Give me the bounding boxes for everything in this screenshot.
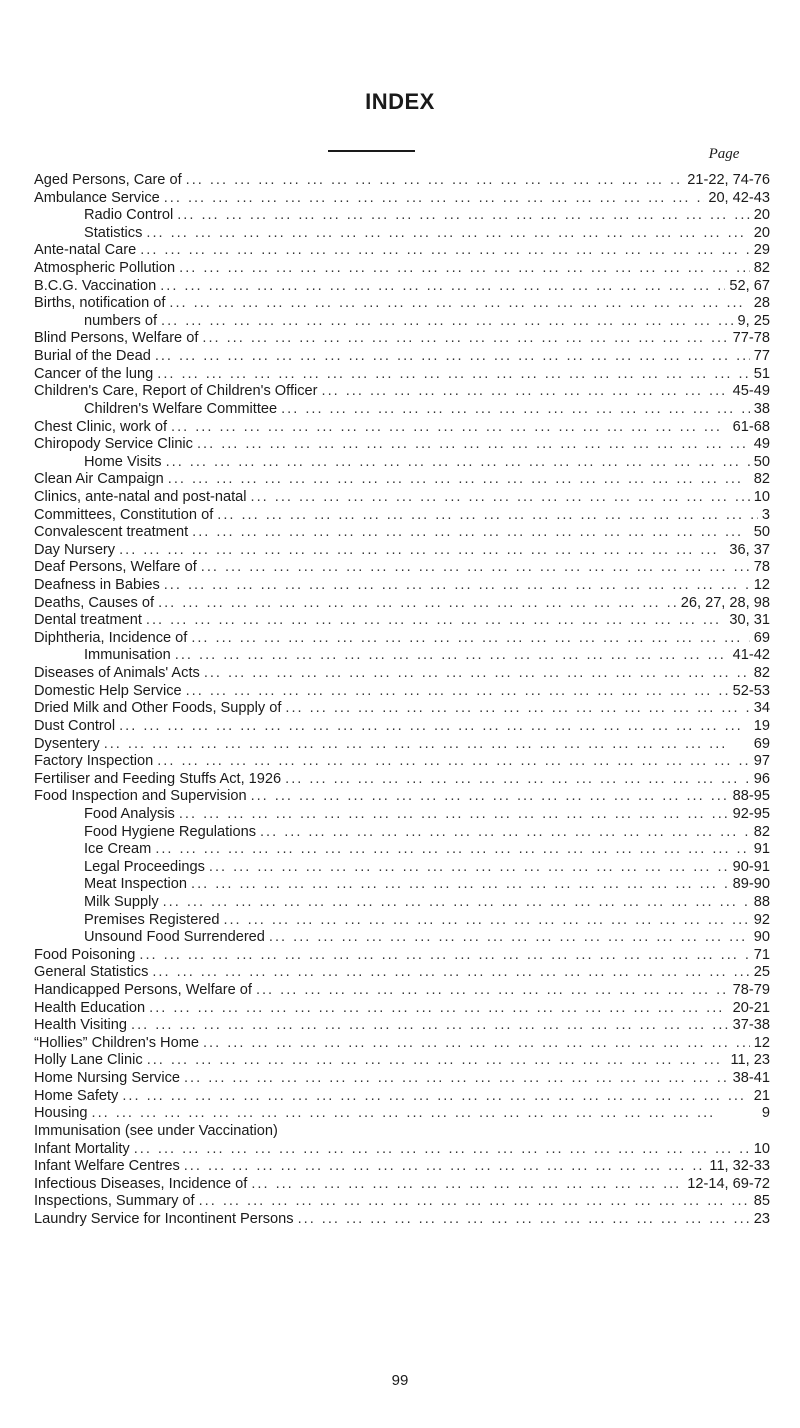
index-pages <box>278 1123 282 1141</box>
index-term: Food Analysis <box>84 805 175 822</box>
index-pages: 29 <box>753 242 770 259</box>
dot-leader <box>151 348 750 366</box>
index-pages: 10 <box>753 488 770 505</box>
index-term: Committees, Constitution of <box>34 506 214 523</box>
dot-leader <box>100 736 750 754</box>
index-term: Laundry Service for Incontinent Persons <box>34 1210 294 1227</box>
index-pages: 85 <box>753 1193 770 1210</box>
index-pages: 9 <box>761 1105 770 1122</box>
index-pages: 82 <box>753 471 770 488</box>
dot-leader <box>164 471 750 489</box>
index-entry <box>34 454 770 472</box>
index-entry <box>34 718 770 736</box>
index-pages: 51 <box>753 365 770 382</box>
dot-leader <box>171 647 729 665</box>
index-entry <box>34 841 770 859</box>
index-pages: 20 <box>753 207 770 224</box>
index-entry <box>34 1193 770 1211</box>
index-entry <box>34 524 770 542</box>
index-pages: 88-95 <box>732 788 770 805</box>
index-list <box>34 172 770 1229</box>
index-pages: 88 <box>753 893 770 910</box>
dot-leader <box>160 577 750 595</box>
index-entry <box>34 172 770 190</box>
dot-leader <box>162 454 750 472</box>
dot-leader <box>188 524 750 542</box>
index-term: Housing <box>34 1105 88 1122</box>
dot-leader <box>182 683 729 701</box>
index-entry <box>34 1123 770 1141</box>
index-pages: 96 <box>753 770 770 787</box>
index-pages: 49 <box>753 436 770 453</box>
index-entry <box>34 295 770 313</box>
index-term: Food Hygiene Regulations <box>84 823 256 840</box>
index-pages: 71 <box>753 946 770 963</box>
index-pages: 11, 23 <box>730 1052 770 1069</box>
dot-leader <box>136 242 750 260</box>
index-term: Deaf Persons, Welfare of <box>34 559 197 576</box>
index-term: Health Education <box>34 999 146 1016</box>
dot-leader <box>281 700 749 718</box>
index-term: Dysentery <box>34 735 100 752</box>
index-entry <box>34 947 770 965</box>
index-entry <box>34 225 770 243</box>
dot-leader <box>193 436 750 454</box>
index-entry <box>34 612 770 630</box>
index-entry <box>34 1070 770 1088</box>
index-term: Statistics <box>84 224 143 241</box>
index-term: Food Poisoning <box>34 946 136 963</box>
index-term: Diphtheria, Incidence of <box>34 629 188 646</box>
index-term: Ice Cream <box>84 841 152 858</box>
dot-leader <box>151 841 749 859</box>
index-term: Chest Clinic, work of <box>34 418 168 435</box>
dot-leader <box>135 947 749 965</box>
index-term: Children's Welfare Committee <box>84 400 278 417</box>
index-entry <box>34 383 770 401</box>
dot-leader <box>265 929 750 947</box>
index-entry <box>34 595 770 613</box>
index-term: Convalescent treatment <box>34 524 189 541</box>
dot-leader <box>115 718 750 736</box>
index-entry <box>34 1088 770 1106</box>
index-term: Clinics, ante-natal and post-natal <box>34 488 247 505</box>
index-entry <box>34 559 770 577</box>
index-term: Burial of the Dead <box>34 348 151 365</box>
index-term: Dried Milk and Other Foods, Supply of <box>34 700 282 717</box>
index-pages: 78-79 <box>732 982 770 999</box>
dot-leader <box>182 172 684 190</box>
index-entry <box>34 507 770 525</box>
index-term: Immunisation (see under Vaccination) <box>34 1122 278 1139</box>
index-entry <box>34 753 770 771</box>
dot-leader <box>167 419 729 437</box>
dot-leader <box>130 1141 750 1159</box>
dot-leader <box>247 1176 683 1194</box>
index-pages: 50 <box>753 524 770 541</box>
index-term: Food Inspection and Supervision <box>34 788 247 805</box>
dot-leader <box>213 507 758 525</box>
index-entry <box>34 683 770 701</box>
dot-leader <box>187 876 729 894</box>
index-pages: 11, 32-33 <box>709 1158 770 1175</box>
index-term: Dust Control <box>34 717 116 734</box>
index-entry <box>34 894 770 912</box>
dot-leader <box>127 1017 729 1035</box>
dot-leader <box>157 313 734 331</box>
index-pages: 50 <box>753 453 770 470</box>
page-number: 99 <box>391 1372 409 1389</box>
index-pages: 3 <box>761 506 770 523</box>
index-term: Home Visits <box>84 453 162 470</box>
dot-leader <box>198 330 728 348</box>
dot-leader <box>156 278 725 296</box>
index-pages: 89-90 <box>732 876 770 893</box>
index-entry <box>34 1141 770 1159</box>
index-term: Day Nursery <box>34 541 116 558</box>
index-pages: 69 <box>753 629 770 646</box>
index-entry <box>34 401 770 419</box>
index-term: Milk Supply <box>84 893 159 910</box>
index-pages: 61-68 <box>732 418 770 435</box>
index-entry <box>34 912 770 930</box>
index-pages: 38 <box>753 400 770 417</box>
index-term: Aged Persons, Care of <box>34 172 182 188</box>
index-term: Meat Inspection <box>84 876 188 893</box>
index-pages: 97 <box>753 753 770 770</box>
index-pages: 30, 31 <box>729 612 770 629</box>
index-term: Factory Inspection <box>34 753 154 770</box>
page-column-header: Page <box>708 146 740 162</box>
index-pages: 20 <box>753 224 770 241</box>
dot-leader <box>219 912 749 930</box>
index-entry <box>34 1176 770 1194</box>
index-entry <box>34 1017 770 1035</box>
index-term: Blind Persons, Welfare of <box>34 330 199 347</box>
index-entry <box>34 876 770 894</box>
index-term: Ambulance Service <box>34 189 160 206</box>
index-entry <box>34 859 770 877</box>
index-pages: 78 <box>753 559 770 576</box>
index-pages: 34 <box>753 700 770 717</box>
dot-leader <box>145 1000 729 1018</box>
dot-leader <box>175 806 729 824</box>
dot-leader <box>187 630 749 648</box>
index-pages: 82 <box>753 665 770 682</box>
dot-leader <box>165 295 749 313</box>
index-entry <box>34 1052 770 1070</box>
index-pages: 82 <box>753 823 770 840</box>
index-entry <box>34 824 770 842</box>
dot-leader <box>294 1211 750 1229</box>
index-pages: 23 <box>753 1210 770 1227</box>
index-pages: 52-53 <box>732 682 770 699</box>
dot-leader <box>200 665 750 683</box>
index-pages: 10 <box>753 1140 770 1157</box>
index-pages: 20-21 <box>732 999 770 1016</box>
index-term: Atmospheric Pollution <box>34 260 176 277</box>
index-entry <box>34 330 770 348</box>
dot-leader <box>252 982 729 1000</box>
dot-leader <box>180 1158 706 1176</box>
index-entry <box>34 771 770 789</box>
dot-leader <box>154 595 677 613</box>
dot-leader <box>148 964 749 982</box>
dot-leader <box>88 1105 758 1123</box>
index-term: B.C.G. Vaccination <box>34 277 157 294</box>
index-pages: 12 <box>753 577 770 594</box>
index-entry <box>34 806 770 824</box>
index-pages: 25 <box>753 964 770 981</box>
index-pages: 77 <box>753 348 770 365</box>
index-entry <box>34 665 770 683</box>
index-term: numbers of <box>84 312 158 329</box>
dot-leader <box>142 225 749 243</box>
index-term: Radio Control <box>84 207 174 224</box>
index-pages: 21-22, 74-76 <box>687 172 770 188</box>
index-term: Clean Air Campaign <box>34 471 164 488</box>
dot-leader <box>180 1070 729 1088</box>
index-term: Chiropody Service Clinic <box>34 436 193 453</box>
index-term: Cancer of the lung <box>34 365 154 382</box>
index-term: Health Visiting <box>34 1017 128 1034</box>
index-term: Deaths, Causes of <box>34 594 155 611</box>
dot-leader <box>277 401 750 419</box>
index-pages: 26, 27, 28, 98 <box>680 594 770 611</box>
index-pages: 90-91 <box>732 858 770 875</box>
index-pages: 38-41 <box>732 1070 770 1087</box>
index-term: Home Safety <box>34 1087 119 1104</box>
index-entry <box>34 348 770 366</box>
index-entry <box>34 313 770 331</box>
index-entry <box>34 1000 770 1018</box>
index-entry <box>34 647 770 665</box>
index-entry <box>34 1035 770 1053</box>
dot-leader <box>197 559 750 577</box>
index-pages: 9, 25 <box>737 312 770 329</box>
index-pages: 36, 37 <box>729 541 770 558</box>
dot-leader <box>195 1193 750 1211</box>
index-term: Legal Proceedings <box>84 858 205 875</box>
index-entry <box>34 207 770 225</box>
dot-leader <box>118 1088 749 1106</box>
index-term: Infant Welfare Centres <box>34 1158 180 1175</box>
dot-leader <box>318 383 729 401</box>
index-entry <box>34 982 770 1000</box>
dot-leader <box>199 1035 750 1053</box>
index-term: Fertiliser and Feeding Stuffs Act, 1926 <box>34 770 282 787</box>
index-term: Diseases of Animals' Acts <box>34 665 200 682</box>
index-entry <box>34 489 770 507</box>
dot-leader <box>281 771 750 789</box>
dot-leader <box>247 489 750 507</box>
index-pages: 41-42 <box>732 647 770 664</box>
dot-leader <box>173 207 750 225</box>
index-term: General Statistics <box>34 964 149 981</box>
dot-leader <box>175 260 750 278</box>
index-pages: 37-38 <box>732 1017 770 1034</box>
index-entry <box>34 190 770 208</box>
dot-leader <box>115 542 725 560</box>
index-entry <box>34 436 770 454</box>
index-pages: 19 <box>753 717 770 734</box>
index-pages: 52, 67 <box>729 277 770 294</box>
index-pages: 45-49 <box>732 383 770 400</box>
index-term: Home Nursing Service <box>34 1070 180 1087</box>
index-entry <box>34 1158 770 1176</box>
index-entry <box>34 242 770 260</box>
index-pages: 91 <box>753 841 770 858</box>
index-pages: 69 <box>753 735 770 752</box>
index-entry <box>34 700 770 718</box>
index-entry <box>34 366 770 384</box>
index-pages: 12-14, 69-72 <box>687 1175 770 1192</box>
index-entry <box>34 1211 770 1229</box>
index-term: Unsound Food Surrendered <box>84 929 265 946</box>
dot-leader <box>159 894 750 912</box>
index-pages: 92 <box>753 911 770 928</box>
index-entry <box>34 929 770 947</box>
index-term: Immunisation <box>84 647 171 664</box>
index-term: Births, notification of <box>34 295 166 312</box>
index-term: Children's Care, Report of Children's Officer <box>34 383 318 400</box>
index-pages: 90 <box>753 929 770 946</box>
index-term: Holly Lane Clinic <box>34 1052 143 1069</box>
index-entry <box>34 630 770 648</box>
index-term: Infectious Diseases, Incidence of <box>34 1175 248 1192</box>
index-entry <box>34 1105 770 1123</box>
index-term: Dental treatment <box>34 612 142 629</box>
dot-leader <box>205 859 729 877</box>
page-title: INDEX <box>365 89 435 114</box>
index-pages: 20, 42-43 <box>708 189 770 206</box>
dot-leader <box>153 366 750 384</box>
index-term: Infant Mortality <box>34 1140 130 1157</box>
index-entry <box>34 419 770 437</box>
index-entry <box>34 278 770 296</box>
index-term: Handicapped Persons, Welfare of <box>34 982 252 999</box>
index-entry <box>34 788 770 806</box>
title-rule <box>328 150 415 152</box>
index-entry <box>34 260 770 278</box>
index-term: Domestic Help Service <box>34 682 182 699</box>
index-pages: 28 <box>753 295 770 312</box>
index-term: Deafness in Babies <box>34 577 160 594</box>
index-pages: 82 <box>753 260 770 277</box>
dot-leader <box>143 1052 727 1070</box>
index-pages: 92-95 <box>732 805 770 822</box>
index-pages: 12 <box>753 1034 770 1051</box>
index-entry <box>34 736 770 754</box>
dot-leader <box>153 753 750 771</box>
index-entry <box>34 471 770 489</box>
dot-leader <box>160 190 705 208</box>
index-term: Premises Registered <box>84 911 220 928</box>
index-entry <box>34 542 770 560</box>
index-entry <box>34 577 770 595</box>
dot-leader <box>142 612 726 630</box>
index-term: Inspections, Summary of <box>34 1193 195 1210</box>
index-pages: 77-78 <box>732 330 770 347</box>
index-term: “Hollies” Children's Home <box>34 1034 199 1051</box>
index-term: Ante-natal Care <box>34 242 137 259</box>
index-entry <box>34 964 770 982</box>
dot-leader <box>247 788 729 806</box>
index-pages: 21 <box>753 1087 770 1104</box>
dot-leader <box>256 824 750 842</box>
